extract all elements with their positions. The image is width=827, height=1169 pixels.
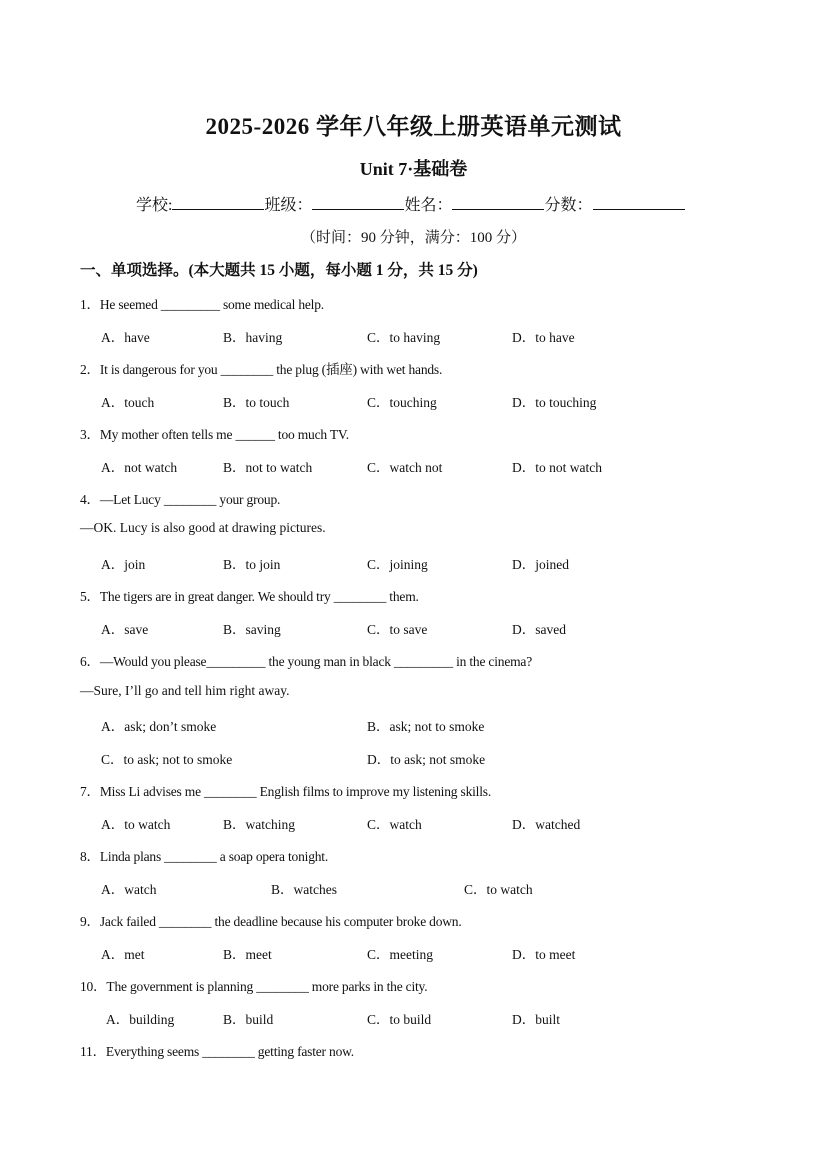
q5-option-d[interactable]: D．saved <box>512 622 566 637</box>
q1-option-d[interactable]: D．to have <box>512 330 575 345</box>
question-8-stem: 8．Linda plans ________ a soap opera tonight. <box>80 849 329 864</box>
score-label: 分数： <box>544 197 593 214</box>
q3-option-d[interactable]: D．to not watch <box>512 460 602 475</box>
q7-option-c[interactable]: C．watch <box>367 817 422 832</box>
q4-option-d[interactable]: D．joined <box>512 557 569 572</box>
q2-option-b[interactable]: B．to touch <box>223 395 290 410</box>
q7-option-d[interactable]: D．watched <box>512 817 581 832</box>
q6-option-b[interactable]: B．ask; not to smoke <box>367 719 485 734</box>
page-subtitle: Unit 7·基础卷 <box>359 159 468 179</box>
q5-option-a[interactable]: A．save <box>101 622 149 637</box>
q9-option-c[interactable]: C．meeting <box>367 947 433 962</box>
class-label: 班级： <box>264 197 313 214</box>
q8-option-b[interactable]: B．watches <box>271 882 337 897</box>
question-9-stem: 9．Jack failed ________ the deadline because his computer broke down. <box>80 914 462 929</box>
q3-option-a[interactable]: A．not watch <box>101 460 178 475</box>
q4-option-a[interactable]: A．join <box>101 557 146 572</box>
page-title: 2025-2026 学年八年级上册英语单元测试 <box>205 114 622 139</box>
question-7-stem: 7．Miss Li advises me ________ English films to improve my listening skills. <box>80 784 491 799</box>
q10-option-c[interactable]: C．to build <box>367 1012 432 1027</box>
q6-option-c[interactable]: C．to ask; not to smoke <box>101 752 233 767</box>
q1-option-a[interactable]: A．have <box>101 330 150 345</box>
question-1-stem: 1．He seemed _________ some medical help. <box>80 297 324 312</box>
class-blank[interactable] <box>312 195 404 210</box>
question-3-stem: 3．My mother often tells me ______ too much TV. <box>80 427 349 442</box>
question-4-dialog: —OK. Lucy is also good at drawing pictures. <box>80 520 326 535</box>
q9-option-b[interactable]: B．meet <box>223 947 272 962</box>
school-label: 学校: <box>136 197 173 214</box>
q10-option-a[interactable]: A．building <box>106 1012 175 1027</box>
question-5-stem: 5．The tigers are in great danger. We should try ________ them. <box>80 589 419 604</box>
q4-option-c[interactable]: C．joining <box>367 557 428 572</box>
question-4-stem: 4．—Let Lucy ________ your group. <box>80 492 281 507</box>
question-10-stem: 10．The government is planning ________ more parks in the city. <box>80 979 428 994</box>
question-2-stem: 2．It is dangerous for you ________ the plug (插座) with wet hands. <box>80 362 443 377</box>
q9-option-a[interactable]: A．met <box>101 947 145 962</box>
student-info-line <box>136 192 685 215</box>
q2-option-d[interactable]: D．to touching <box>512 395 597 410</box>
q2-option-c[interactable]: C．touching <box>367 395 437 410</box>
q6-option-d[interactable]: D．to ask; not smoke <box>367 752 486 767</box>
question-6-dialog: —Sure, I’ll go and tell him right away. <box>80 683 290 698</box>
q2-option-a[interactable]: A．touch <box>101 395 155 410</box>
q6-option-a[interactable]: A．ask; don’t smoke <box>101 719 217 734</box>
q7-option-a[interactable]: A．to watch <box>101 817 171 832</box>
q10-option-d[interactable]: D．built <box>512 1012 561 1027</box>
name-label: 姓名： <box>404 197 453 214</box>
q3-option-b[interactable]: B．not to watch <box>223 460 313 475</box>
score-blank[interactable] <box>593 195 685 210</box>
question-6-stem: 6．—Would you please_________ the young man in black _________ in the cinema? <box>80 654 533 669</box>
question-11-stem: 11．Everything seems ________ getting faster now. <box>80 1044 354 1059</box>
q9-option-d[interactable]: D．to meet <box>512 947 576 962</box>
q3-option-c[interactable]: C．watch not <box>367 460 443 475</box>
q5-option-c[interactable]: C．to save <box>367 622 428 637</box>
q7-option-b[interactable]: B．watching <box>223 817 295 832</box>
q8-option-a[interactable]: A．watch <box>101 882 157 897</box>
time-info: （时间：90 分钟，满分：100 分） <box>300 230 526 246</box>
q1-option-b[interactable]: B．having <box>223 330 283 345</box>
q1-option-c[interactable]: C．to having <box>367 330 441 345</box>
name-blank[interactable] <box>452 195 544 210</box>
school-blank[interactable] <box>172 195 264 210</box>
q8-option-c[interactable]: C．to watch <box>464 882 533 897</box>
section-heading: 一、单项选择。(本大题共 15 小题，每小题 1 分，共 15 分) <box>80 262 478 279</box>
q4-option-b[interactable]: B．to join <box>223 557 281 572</box>
q10-option-b[interactable]: B．build <box>223 1012 274 1027</box>
q5-option-b[interactable]: B．saving <box>223 622 281 637</box>
